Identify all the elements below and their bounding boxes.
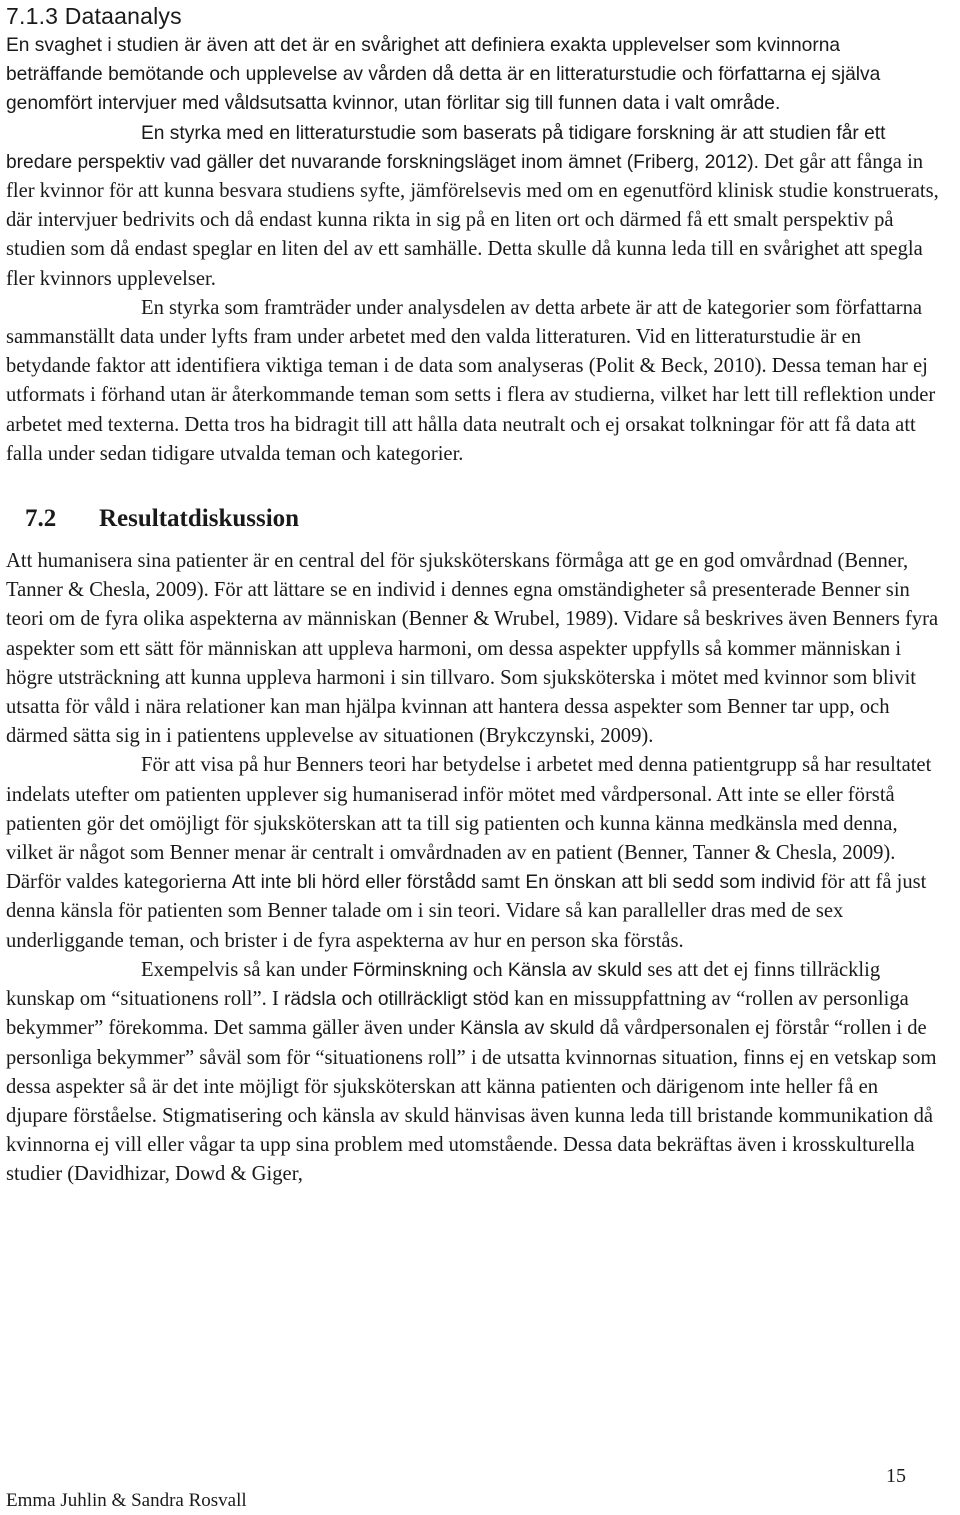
text-run: Exempelvis så kan under [141,958,353,981]
text-run: och [467,958,508,981]
text-run: då vårdpersonalen ej förstår “rollen i de personliga bekymmer” såväl som för “situationens roll” i de utsatta kvinnornas situation, finns ej en vetskap som dessa aspekter så är det inte möjligt för sjuksköterskan att känna patienten och därigenom inte heller få en djupare förståelse. Stigmatisering och känsla av skuld hänvisas även kunna leda till bristande kommunikation då kvinnorna ej vill eller vågar ta upp sina problem med utomstående. Dessa data bekräftas även i krosskulturella studier (Davidhizar, Dowd & Giger, [6,1017,937,1186]
resultatdiskussion-body [6,547,942,1189]
page-number: 15 [886,1465,906,1487]
text-run: kan en missuppfattning av “rollen av personliga bekymmer” förekomma. Det samma gäller även under [6,988,909,1040]
paragraph: En styrka som framträder under analysdelen av detta arbete är att de kategorier som författarna sammanställt data under lyfts fram under arbetet med den valda litteraturen. Vid en litteraturstudie är en betydande faktor att identifiera viktiga teman i de data som analyseras (Polit & Beck, 2010). Dessa teman har ej utformats i förhand utan är återkommande teman som setts i flera av studierna, vilket har lett till reflektion under arbetet med texterna. Detta tros ha bidragit till att hålla data neutralt och ej orsakat tolkningar för att få data att falla under sedan tidigare utvalda teman och kategorier. [6,296,936,465]
category-name: Känsla av skuld [460,1018,595,1040]
paragraph-sans-part: En styrka med en litteraturstudie som baserats på tidigare forskning är att studien får ett bredare perspektiv vad gäller det nuvarande forskningsläget inom ämnet (Friberg, 2012). [6,122,886,173]
section-title: Resultatdiskussion [99,505,300,533]
document-page [6,0,942,1190]
section-heading-7-2 [6,503,942,535]
text-run: För att visa på hur Benners teori har betydelse i arbetet med denna patientgrupp så har resultatet indelats utefter om patienten upplever sig humaniserad inför mötet med vårdpersonal. Att inte se eller förstå patienten gör det omöjligt för sjuksköterskan att ta till sig patienten och kunna känna medkänsla med denna, vilket är något som Benner menar är centralt i omvårdnaden av en patient (Benner, Tanner & Chesla, 2009). Därför valdes kategorierna [6,754,932,894]
paragraph [6,956,942,1190]
paragraph [6,751,942,955]
category-name: Att inte bli hörd eller förstådd [231,872,477,894]
category-name: Förminskning [352,959,468,981]
paragraph [6,119,942,294]
paragraph: Att humanisera sina patienter är en central del för sjuksköterskans förmåga att ge en god omvårdnad (Benner, Tanner & Chesla, 2009). För att lättare se en individ i dennes egna omständigheter så presenterade Benner sin teori om de fyra olika aspekterna av människan (Benner & Wrubel, 1989). Vidare så beskrives även Benners fyra aspekter som ett sätt för människan att uppleva harmoni, om dessa aspekter uppfylls så kommer människan i högre utsträckning att kunna uppleva harmoni i sin tillvaro. Som sjuksköterska i mötet med kvinnor som blivit utsatta för våld i nära relationer kan man hjälpa kvinnan att hantera dessa aspekter som Benner tar upp, och därmed sätta sig in i patientens upplevelse av situationen (Brykczynski, 2009). [6,550,939,748]
text-run: ses att det ej finns tillräcklig kunskap om “situationens roll”. I [6,958,881,1011]
dataanalys-body [6,119,942,469]
text-run: för att få just denna känsla för patienten som Benner talade om i sin teori. Vidare så kan paralleller dras med de sex underliggande teman, och brister i de fyra aspekterna av hur en person ska förstås. [6,871,927,952]
category-name: Känsla av skuld [507,959,643,981]
footer-authors: Emma Juhlin & Sandra Rosvall [6,1490,247,1511]
text-run: samt [476,871,526,894]
section-number: 7.2 [25,505,57,533]
category-name: rädsla och otillräckligt stöd [283,989,509,1011]
category-name: En önskan att bli sedd som individ [525,872,816,894]
paragraph: En svaghet i studien är även att det är en svårighet att definiera exakta upplevelser som kvinnorna beträffande bemötande och upplevelse av vården då detta är en litteraturstudie och författarna ej själva genomfört intervjuer med våldsutsatta kvinnor, utan förlitar sig till funnen data i valt område. [6,35,881,115]
dataanalys-intro [6,31,942,119]
section-heading-7-1-3: 7.1.3 Dataanalys [6,3,182,29]
paragraph-serif-part: Det går att fånga in fler kvinnor för att kunna besvara studiens syfte, jämförelsevis med om en egenutförd klinisk studie konstruerats, där intervjuer bedrivits och då endast kunna rikta in sig på en liten ort och därmed få ett smalt perspektiv på studien som då endast speglar en liten del av ett samhälle. Detta skulle då kunna leda till en svårighet att spegla fler kvinnors upplevelser. [6,150,939,290]
